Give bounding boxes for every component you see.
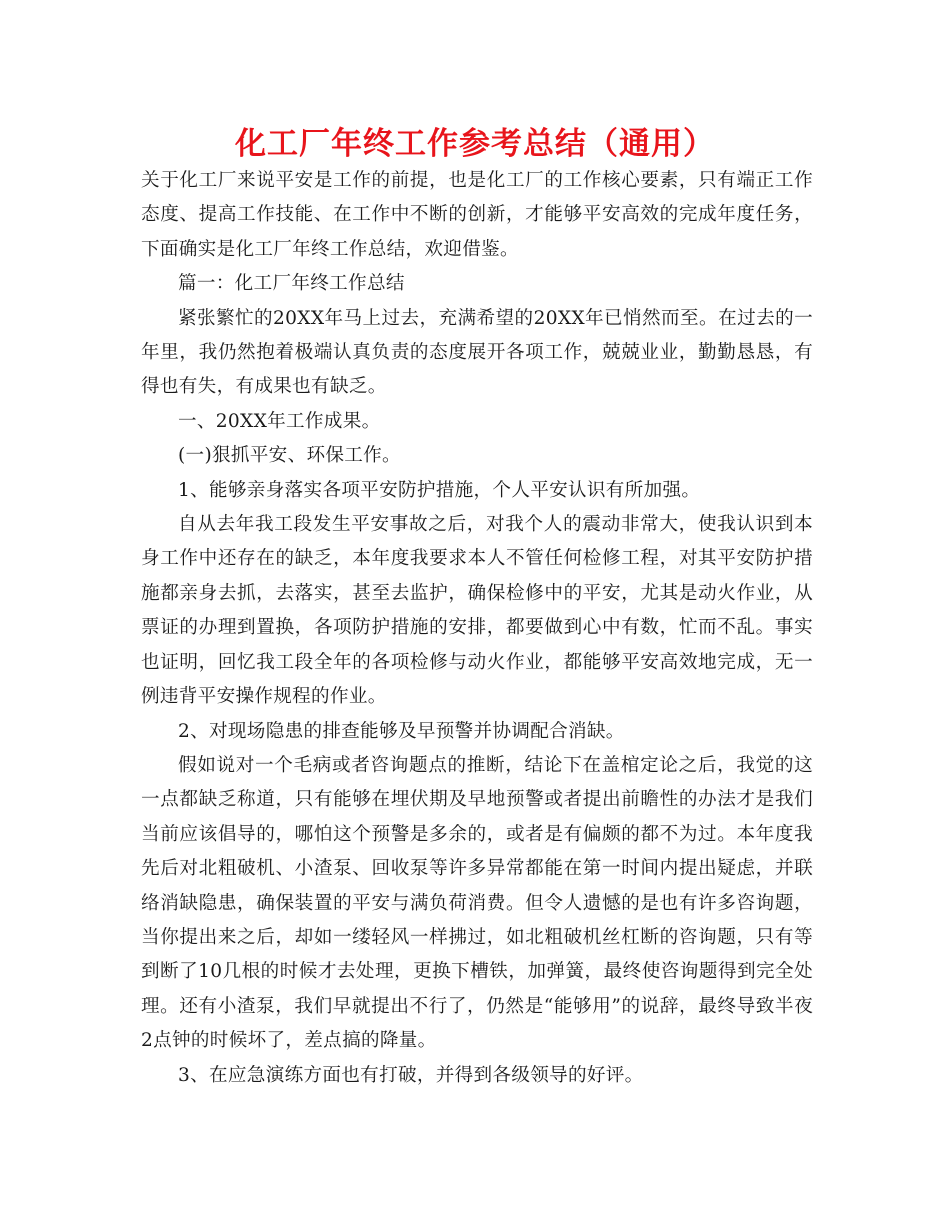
- paragraph: 假如说对一个毛病或者咨询题点的推断，结论下在盖棺定论之后，我觉的这一点都缺乏称道，只有能够在埋伏期及早地预警或者提出前瞻性的办法才是我们当前应该倡导的，哪怕这个预警是多余的，或者是有偏颇的都不为过。本年度我先后对北粗破机、小渣泵、回收泵等许多异常都能在第一时间内提出疑虑，并联络消缺隐患，确保装置的平安与满负荷消费。但令人遗憾的是也有许多咨询题，当你提出来之后，却如一缕轻风一样拂过，如北粗破机丝杠断的咨询题，只有等到断了10几根的时候才去处理，更换下槽铁，加弹簧，最终使咨询题得到完全处理。还有小渣泵，我们早就提出不行了，仍然是“能够用”的说辞，最终导致半夜2点钟的时候坏了，差点搞的降量。: [141, 754, 813, 1052]
- paragraph-intro: 关于化工厂来说平安是工作的前提，也是化工厂的工作核心要素，只有端正工作态度、提高工作技能、在工作中不断的创新，才能够平安高效的完成年度任务，下面确实是化工厂年终工作总结，欢迎借鉴。: [141, 170, 813, 260]
- paragraph-section-heading: 篇一：化工厂年终工作总结: [178, 273, 405, 295]
- document-title: 化工厂年终工作参考总结（通用）: [235, 126, 715, 162]
- paragraph: 自从去年我工段发生平安事故之后，对我个人的震动非常大，使我认识到本身工作中还存在的缺乏，本年度我要求本人不管任何检修工程，对其平安防护措施都亲身去抓，去落实，甚至去监护，确保检修中的平安，尤其是动火作业，从票证的办理到置换，各项防护措施的安排，都要做到心中有数，忙而不乱。事实也证明，回忆我工段全年的各项检修与动火作业，都能够平安高效地完成，无一例违背平安操作规程的作业。: [141, 514, 813, 708]
- paragraph-heading: 一、20XX年工作成果。: [178, 410, 381, 432]
- paragraph-item-heading: 3、在应急演练方面也有打破，并得到各级领导的好评。: [178, 1064, 644, 1086]
- document-body: [141, 164, 813, 1093]
- paragraph-item-heading: 2、对现场隐患的排查能够及早预警并协调配合消缺。: [178, 720, 625, 742]
- paragraph-item-heading: 1、能够亲身落实各项平安防护措施，个人平安认识有所加强。: [178, 479, 701, 501]
- paragraph-subheading: (一)狠抓平安、环保工作。: [178, 445, 401, 467]
- paragraph: 紧张繁忙的20XX年马上过去，充满希望的20XX年已悄然而至。在过去的一年里，我仍然抱着极端认真负责的态度展开各项工作，兢兢业业，勤勤恳恳，有得也有失，有成果也有缺乏。: [141, 307, 813, 398]
